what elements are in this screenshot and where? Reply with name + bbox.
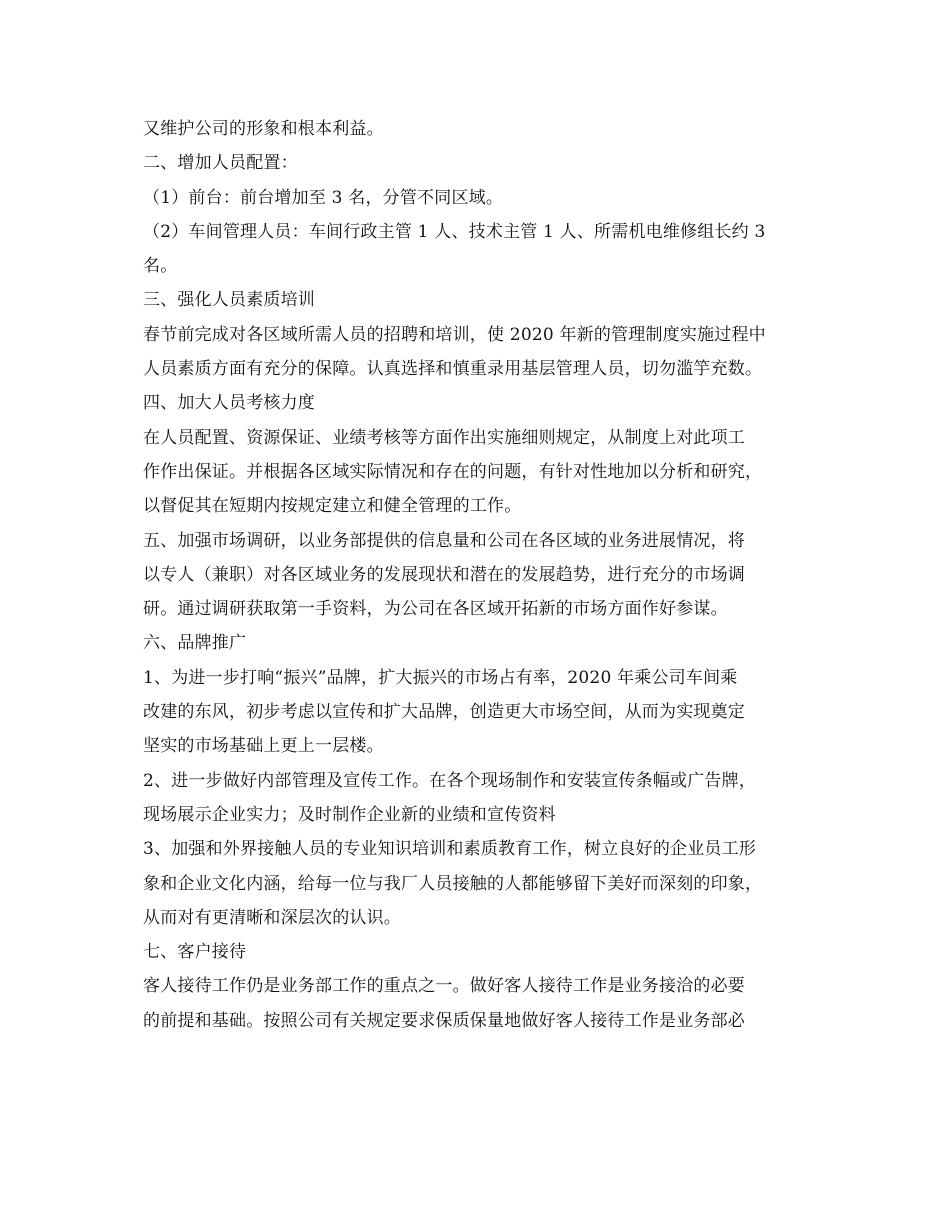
section-heading: 七、客户接待 [143, 942, 247, 963]
text-line: 象和企业文化内涵，给每一位与我厂人员接触的人都能够留下美好而深刻的印象， [143, 873, 763, 894]
text-line: （2）车间管理人员：车间行政主管 1 人、技术主管 1 人、所需机电维修组长约 3 [143, 221, 766, 242]
text-line: 作作出保证。并根据各区域实际情况和存在的问题，有针对性地加以分析和研究， [143, 461, 763, 482]
text-line: 2、进一步做好内部管理及宣传工作。在各个现场制作和安装宣传条幅或广告牌， [143, 770, 757, 791]
text-line: 1、为进一步打响“振兴”品牌，扩大振兴的市场占有率，2020 年乘公司车间乘 [143, 667, 738, 688]
document-body [143, 112, 813, 1038]
text-line: 研。通过调研获取第一手资料，为公司在各区域开拓新的市场方面作好参谋。 [143, 599, 728, 620]
text-line: 人员素质方面有充分的保障。认真选择和慎重录用基层管理人员，切勿滥竽充数。 [143, 359, 763, 380]
text-line: 以督促其在短期内按规定建立和健全管理的工作。 [143, 496, 522, 517]
text-line: 客人接待工作仍是业务部工作的重点之一。做好客人接待工作是业务接洽的必要 [143, 976, 745, 997]
section-heading: 四、加大人员考核力度 [143, 393, 315, 414]
text-line: 改建的东风，初步考虑以宣传和扩大品牌，创造更大市场空间，从而为实现奠定 [143, 702, 745, 723]
text-line: 从而对有更清晰和深层次的认识。 [143, 907, 401, 928]
section-heading: 三、强化人员素质培训 [143, 290, 315, 311]
text-line: 春节前完成对各区域所需人员的招聘和培训，使 2020 年新的管理制度实施过程中 [143, 324, 766, 345]
text-line: 名。 [143, 256, 178, 277]
text-line: 以专人（兼职）对各区域业务的发展现状和潜在的发展趋势，进行充分的市场调 [143, 564, 745, 585]
text-line: 的前提和基础。按照公司有关规定要求保质保量地做好客人接待工作是业务部必 [143, 1010, 745, 1031]
text-line: 又维护公司的形象和根本利益。 [143, 119, 384, 139]
section-heading: 五、加强市场调研，以业务部提供的信息量和公司在各区域的业务进展情况，将 [143, 530, 745, 551]
section-heading: 六、品牌推广 [143, 633, 247, 654]
section-heading: 二、增加人员配置： [143, 153, 298, 174]
text-line: 3、加强和外界接触人员的专业知识培训和素质教育工作，树立良好的企业员工形 [143, 839, 757, 860]
text-line: 坚实的市场基础上更上一层楼。 [143, 736, 384, 757]
text-line: 现场展示企业实力；及时制作企业新的业绩和宣传资料 [143, 804, 556, 825]
text-line: 在人员配置、资源保证、业绩考核等方面作出实施细则规定，从制度上对此项工 [143, 427, 745, 448]
text-line: （1）前台：前台增加至 3 名，分管不同区域。 [143, 187, 504, 208]
